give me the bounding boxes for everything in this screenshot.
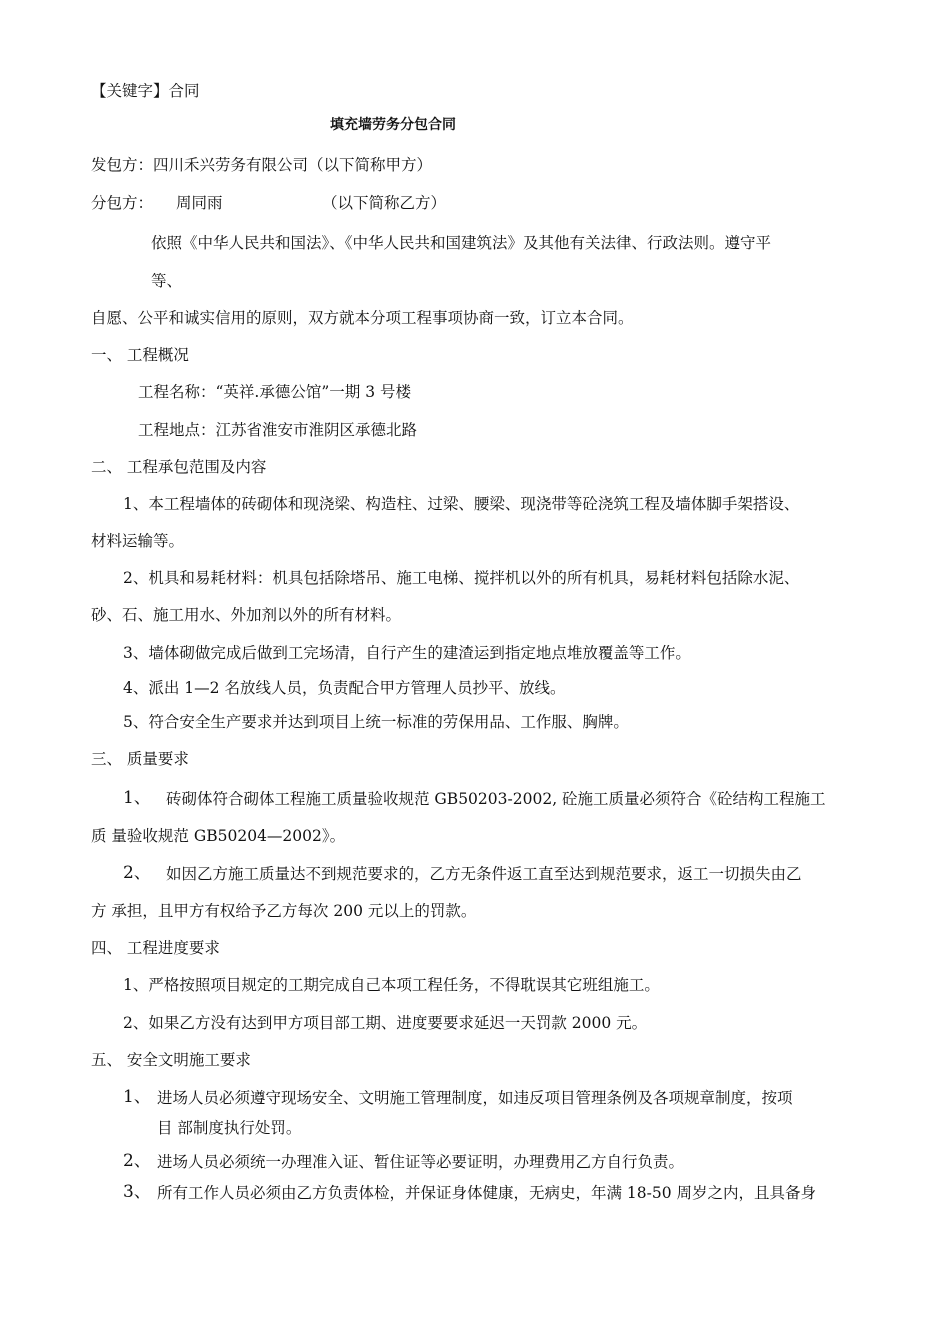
scope-item-2: 2、机具和易耗材料：机具包括除塔吊、施工电梯、搅拌机以外的所有机具，易耗材料包括除水泥、 — [123, 569, 800, 587]
party-a: 发包方：四川禾兴劳务有限公司（以下简称甲方） — [91, 156, 433, 174]
document-title: 填充墙劳务分包合同 — [330, 117, 456, 133]
safety-item-3-number: 3、 — [123, 1182, 151, 1202]
preamble-line-3: 自愿、公平和诚实信用的原则，双方就本分项工程事项协商一致，订立本合同。 — [91, 309, 634, 327]
safety-item-1-cont: 目 部制度执行处罚。 — [157, 1119, 302, 1137]
preamble-line-2: 等、 — [151, 272, 183, 290]
quality-item-2: 如因乙方施工质量达不到规范要求的，乙方无条件返工直至达到规范要求，返工一切损失由乙 — [166, 865, 802, 883]
schedule-item-2: 2、如果乙方没有达到甲方项目部工期、进度要要求延迟一天罚款 2000 元。 — [123, 1014, 648, 1032]
safety-item-1: 进场人员必须遵守现场安全、文明施工管理制度，如违反项目管理条例及各项规章制度，按项 — [157, 1089, 793, 1107]
preamble-line-1: 依照《中华人民共和国法》、《中华人民共和国建筑法》及其他有关法律、行政法则。遵守平 — [151, 234, 772, 252]
project-name: 工程名称：“英祥.承德公馆”一期 3 号楼 — [138, 383, 411, 401]
quality-item-2-number: 2、 — [123, 863, 151, 883]
quality-item-1-cont: 质 量验收规范 GB50204—2002》。 — [91, 827, 346, 845]
scope-item-1-cont: 材料运输等。 — [91, 532, 185, 550]
section-5-heading: 五、 安全文明施工要求 — [91, 1051, 251, 1069]
section-4-heading: 四、 工程进度要求 — [91, 939, 220, 957]
safety-item-2-number: 2、 — [123, 1151, 151, 1171]
section-1-heading: 一、 工程概况 — [91, 346, 189, 364]
section-3-heading: 三、 质量要求 — [91, 750, 189, 768]
quality-item-2-cont: 方 承担，且甲方有权给予乙方每次 200 元以上的罚款。 — [91, 902, 477, 920]
safety-item-1-number: 1、 — [123, 1087, 151, 1107]
keyword-line: 【关键字】合同 — [91, 82, 200, 100]
party-b-name: 周同雨 — [176, 194, 223, 212]
safety-item-2: 进场人员必须统一办理准入证、暂住证等必要证明，办理费用乙方自行负责。 — [157, 1153, 685, 1171]
scope-item-5: 5、符合安全生产要求并达到项目上统一标准的劳保用品、工作服、胸牌。 — [123, 713, 629, 731]
quality-item-1-number: 1、 — [123, 788, 151, 808]
schedule-item-1: 1、严格按照项目规定的工期完成自己本项工程任务，不得耽误其它班组施工。 — [123, 976, 660, 994]
scope-item-2-cont: 砂、石、施工用水、外加剂以外的所有材料。 — [91, 606, 402, 624]
quality-item-1: 砖砌体符合砌体工程施工质量验收规范 GB50203-2002, 砼施工质量必须符合《砼结构工程施工 — [166, 790, 826, 808]
party-b-label: 分包方： — [91, 194, 154, 212]
project-location: 工程地点：江苏省淮安市淮阴区承德北路 — [138, 421, 418, 439]
scope-item-1: 1、本工程墙体的砖砌体和现浇梁、构造柱、过梁、腰梁、现浇带等砼浇筑工程及墙体脚手架搭设、 — [123, 495, 800, 513]
party-b-suffix: （以下简称乙方） — [322, 194, 447, 212]
section-2-heading: 二、 工程承包范围及内容 — [91, 458, 267, 476]
scope-item-3: 3、墙体砌做完成后做到工完场清，自行产生的建渣运到指定地点堆放覆盖等工作。 — [123, 644, 691, 662]
safety-item-3: 所有工作人员必须由乙方负责体检，并保证身体健康，无病史，年满 18-50 周岁之内，且具备身 — [157, 1184, 817, 1202]
scope-item-4: 4、派出 1—2 名放线人员，负责配合甲方管理人员抄平、放线。 — [123, 679, 566, 697]
